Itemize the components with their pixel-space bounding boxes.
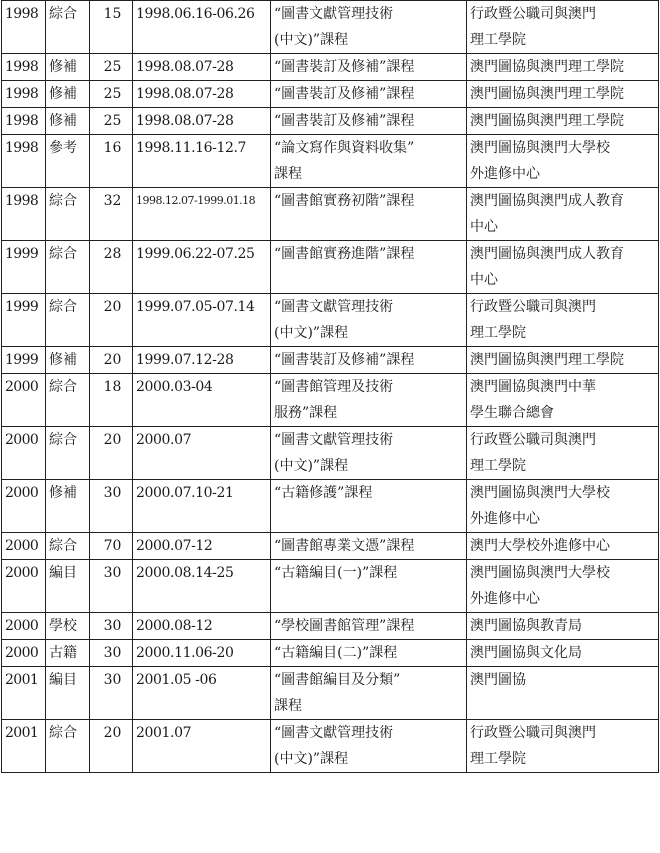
participants-cell: 25: [90, 54, 133, 81]
organizer-cell-line: 理工學院: [470, 751, 526, 767]
table-row: [2, 135, 659, 188]
type-cell: 綜合: [46, 720, 90, 773]
course-cell: [271, 241, 467, 294]
date-cell: 2001.07: [133, 720, 271, 773]
table-row: [2, 347, 659, 374]
course-cell-line: “古籍修護”課程: [274, 485, 373, 501]
course-cell: [271, 613, 467, 640]
organizer-cell-line: 外進修中心: [470, 166, 540, 182]
participants-cell: 30: [90, 560, 133, 613]
participants-cell: 20: [90, 427, 133, 480]
date-cell: 1998.12.07-1999.01.18: [133, 188, 271, 241]
year-cell: 2000: [2, 613, 46, 640]
organizer-cell-line: 中心: [470, 272, 498, 288]
type-cell: 編目: [46, 667, 90, 720]
organizer-cell: [467, 560, 659, 613]
type-cell: 綜合: [46, 427, 90, 480]
table-row: [2, 374, 659, 427]
type-cell: 修補: [46, 81, 90, 108]
participants-cell: 25: [90, 108, 133, 135]
year-cell: 1999: [2, 294, 46, 347]
course-cell-line: “圖書館專業文憑”課程: [274, 538, 415, 554]
course-cell-line: “圖書館實務進階”課程: [274, 246, 415, 262]
organizer-cell-line: 行政暨公職司與澳門: [470, 432, 596, 448]
course-table-body: [2, 1, 659, 773]
organizer-cell-line: 澳門圖協與澳門理工學院: [470, 59, 624, 75]
table-row: [2, 294, 659, 347]
type-cell: 修補: [46, 54, 90, 81]
date-cell: 1998.08.07-28: [133, 54, 271, 81]
organizer-cell-line: 理工學院: [470, 32, 526, 48]
participants-cell: 30: [90, 640, 133, 667]
type-cell: 修補: [46, 108, 90, 135]
type-cell: 學校: [46, 613, 90, 640]
organizer-cell: [467, 81, 659, 108]
course-cell-line: “學校圖書館管理”課程: [274, 618, 415, 634]
date-cell: 1999.07.12-28: [133, 347, 271, 374]
course-cell-line: (中文)”課程: [274, 325, 349, 341]
organizer-cell: [467, 241, 659, 294]
year-cell: 1998: [2, 108, 46, 135]
organizer-cell: [467, 108, 659, 135]
organizer-cell: [467, 533, 659, 560]
course-cell-line: (中文)”課程: [274, 32, 349, 48]
participants-cell: 15: [90, 1, 133, 54]
organizer-cell-line: 外進修中心: [470, 511, 540, 527]
type-cell: 綜合: [46, 374, 90, 427]
course-cell-line: “圖書裝訂及修補”課程: [274, 113, 415, 129]
course-cell-line: 課程: [274, 166, 302, 182]
organizer-cell-line: 澳門圖協與澳門成人教育: [470, 246, 624, 262]
organizer-cell-line: 行政暨公職司與澳門: [470, 6, 596, 22]
date-cell: 1999.07.05-07.14: [133, 294, 271, 347]
date-cell: 2001.05 -06: [133, 667, 271, 720]
course-cell-line: “圖書館編目及分類”: [274, 672, 401, 688]
course-cell: [271, 667, 467, 720]
table-row: [2, 108, 659, 135]
course-cell: [271, 427, 467, 480]
date-cell: 1998.08.07-28: [133, 81, 271, 108]
date-cell: 2000.08-12: [133, 613, 271, 640]
organizer-cell: [467, 613, 659, 640]
type-cell: 古籍: [46, 640, 90, 667]
course-cell-line: (中文)”課程: [274, 458, 349, 474]
organizer-cell: [467, 640, 659, 667]
type-cell: 參考: [46, 135, 90, 188]
course-cell-line: “圖書館實務初階”課程: [274, 193, 415, 209]
organizer-cell: [467, 54, 659, 81]
organizer-cell-line: 澳門圖協與文化局: [470, 645, 582, 661]
participants-cell: 28: [90, 241, 133, 294]
course-cell: [271, 54, 467, 81]
date-cell: 1998.06.16-06.26: [133, 1, 271, 54]
date-cell: 2000.07-12: [133, 533, 271, 560]
table-row: [2, 533, 659, 560]
organizer-cell: [467, 294, 659, 347]
table-row: [2, 667, 659, 720]
year-cell: 2000: [2, 533, 46, 560]
date-cell: 1998.11.16-12.7: [133, 135, 271, 188]
year-cell: 1998: [2, 54, 46, 81]
course-cell-line: “圖書文獻管理技術: [274, 6, 394, 22]
organizer-cell: [467, 347, 659, 374]
type-cell: 綜合: [46, 533, 90, 560]
participants-cell: 20: [90, 347, 133, 374]
course-cell: [271, 533, 467, 560]
participants-cell: 70: [90, 533, 133, 560]
year-cell: 1998: [2, 188, 46, 241]
participants-cell: 30: [90, 480, 133, 533]
year-cell: 1999: [2, 347, 46, 374]
organizer-cell-line: 澳門圖協與澳門成人教育: [470, 193, 624, 209]
organizer-cell-line: 澳門圖協與澳門理工學院: [470, 86, 624, 102]
table-row: [2, 480, 659, 533]
organizer-cell: [467, 667, 659, 720]
type-cell: 綜合: [46, 294, 90, 347]
organizer-cell-line: 澳門圖協: [470, 672, 526, 688]
organizer-cell-line: 理工學院: [470, 458, 526, 474]
organizer-cell-line: 澳門圖協與教青局: [470, 618, 582, 634]
participants-cell: 32: [90, 188, 133, 241]
year-cell: 2000: [2, 374, 46, 427]
type-cell: 修補: [46, 347, 90, 374]
year-cell: 2000: [2, 640, 46, 667]
course-cell: [271, 480, 467, 533]
organizer-cell-line: 行政暨公職司與澳門: [470, 299, 596, 315]
course-cell-line: “論文寫作與資料收集”: [274, 140, 415, 156]
year-cell: 1999: [2, 241, 46, 294]
course-cell-line: “圖書館管理及技術: [274, 379, 394, 395]
year-cell: 1998: [2, 135, 46, 188]
course-cell-line: “圖書裝訂及修補”課程: [274, 59, 415, 75]
participants-cell: 30: [90, 613, 133, 640]
table-row: [2, 613, 659, 640]
organizer-cell-line: 澳門大學校外進修中心: [470, 538, 610, 554]
type-cell: 綜合: [46, 188, 90, 241]
participants-cell: 18: [90, 374, 133, 427]
table-row: [2, 188, 659, 241]
organizer-cell-line: 外進修中心: [470, 591, 540, 607]
participants-cell: 30: [90, 667, 133, 720]
course-cell-line: (中文)”課程: [274, 751, 349, 767]
table-row: [2, 1, 659, 54]
year-cell: 2001: [2, 720, 46, 773]
organizer-cell: [467, 135, 659, 188]
participants-cell: 25: [90, 81, 133, 108]
date-cell: 2000.03-04: [133, 374, 271, 427]
organizer-cell-line: 學生聯合總會: [470, 405, 554, 421]
course-cell-line: “圖書裝訂及修補”課程: [274, 352, 415, 368]
course-cell: [271, 135, 467, 188]
table-row: [2, 81, 659, 108]
organizer-cell-line: 澳門圖協與澳門大學校: [470, 140, 610, 156]
table-row: [2, 241, 659, 294]
course-cell: [271, 640, 467, 667]
organizer-cell: [467, 374, 659, 427]
participants-cell: 16: [90, 135, 133, 188]
course-cell: [271, 81, 467, 108]
organizer-cell-line: 澳門圖協與澳門大學校: [470, 485, 610, 501]
course-table: [1, 0, 659, 773]
date-cell: 1999.06.22-07.25: [133, 241, 271, 294]
year-cell: 2001: [2, 667, 46, 720]
organizer-cell-line: 澳門圖協與澳門大學校: [470, 565, 610, 581]
year-cell: 1998: [2, 81, 46, 108]
table-row: [2, 640, 659, 667]
course-cell-line: “圖書裝訂及修補”課程: [274, 86, 415, 102]
course-cell: [271, 108, 467, 135]
date-cell: 2000.08.14-25: [133, 560, 271, 613]
type-cell: 修補: [46, 480, 90, 533]
organizer-cell-line: 行政暨公職司與澳門: [470, 725, 596, 741]
year-cell: 1998: [2, 1, 46, 54]
table-row: [2, 560, 659, 613]
organizer-cell-line: 澳門圖協與澳門理工學院: [470, 352, 624, 368]
organizer-cell: [467, 480, 659, 533]
date-cell: 2000.07.10-21: [133, 480, 271, 533]
course-cell-line: “圖書文獻管理技術: [274, 299, 394, 315]
type-cell: 綜合: [46, 241, 90, 294]
type-cell: 編目: [46, 560, 90, 613]
table-row: [2, 720, 659, 773]
organizer-cell: [467, 188, 659, 241]
course-cell-line: “圖書文獻管理技術: [274, 432, 394, 448]
table-row: [2, 54, 659, 81]
course-cell: [271, 294, 467, 347]
course-cell: [271, 720, 467, 773]
course-cell-line: 課程: [274, 698, 302, 714]
course-cell-line: “古籍編目(二)”課程: [274, 645, 398, 661]
organizer-cell: [467, 427, 659, 480]
date-cell: 2000.11.06-20: [133, 640, 271, 667]
organizer-cell-line: 澳門圖協與澳門中華: [470, 379, 596, 395]
course-cell: [271, 1, 467, 54]
year-cell: 2000: [2, 427, 46, 480]
year-cell: 2000: [2, 480, 46, 533]
course-cell: [271, 347, 467, 374]
organizer-cell-line: 理工學院: [470, 325, 526, 341]
date-cell: 1998.08.07-28: [133, 108, 271, 135]
course-cell: [271, 560, 467, 613]
type-cell: 綜合: [46, 1, 90, 54]
organizer-cell: [467, 720, 659, 773]
course-cell-line: 服務”課程: [274, 405, 338, 421]
course-cell: [271, 188, 467, 241]
table-row: [2, 427, 659, 480]
organizer-cell-line: 澳門圖協與澳門理工學院: [470, 113, 624, 129]
organizer-cell: [467, 1, 659, 54]
course-cell: [271, 374, 467, 427]
year-cell: 2000: [2, 560, 46, 613]
date-cell: 2000.07: [133, 427, 271, 480]
course-cell-line: “古籍編目(一)”課程: [274, 565, 398, 581]
participants-cell: 20: [90, 294, 133, 347]
course-cell-line: “圖書文獻管理技術: [274, 725, 394, 741]
organizer-cell-line: 中心: [470, 219, 498, 235]
participants-cell: 20: [90, 720, 133, 773]
